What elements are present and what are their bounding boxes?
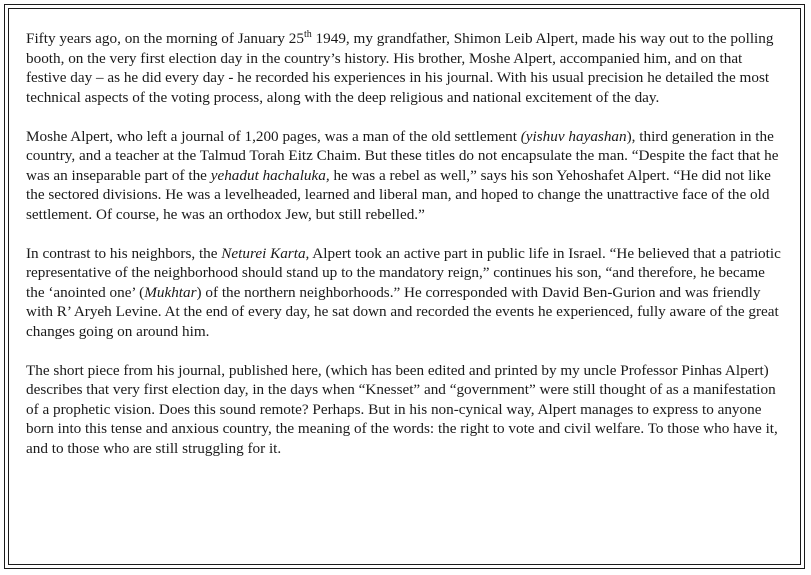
- p3-text-b: Alpert took an active part in public life in Israel. “He believed that a patriotic representative of the neighborhood should stand up to the mandatory reign,” continues his son, “and therefore, he became the ‘anointed one’ (: [26, 244, 781, 301]
- p1-superscript: th: [303, 28, 312, 40]
- paragraph-4: [26, 361, 786, 459]
- p3-text-c: ) of the northern neighborhoods.” He corresponded with David Ben-Gurion and was friendly with R’ Aryeh Levine. At the end of every day, he sat down and recorded the events he experienced, fully aware of the great changes going on around him.: [26, 283, 779, 340]
- p1-text-a: Fifty years ago, on the morning of January 25: [26, 30, 304, 47]
- p3-italic-2: Mukhtar: [144, 283, 197, 301]
- p2-italic-2: yehadut hachaluka,: [210, 166, 330, 184]
- paragraph-2: [26, 127, 786, 225]
- p3-italic-1: Neturei Karta,: [221, 244, 310, 262]
- p2-text-b: ), third generation in the country, and a teacher at the Talmud Torah Eitz Chaim. But these titles do not encapsulate the man. “Despite the fact that he was an inseparable part of the: [26, 127, 779, 184]
- p3-text-a: In contrast to his neighbors, the: [26, 244, 222, 262]
- p1-text-b: 1949, my grandfather, Shimon Leib Alpert, made his way out to the polling booth, on the very first election day in the country’s history. His brother, Moshe Alpert, accompanied him, and on that festive day – as he did every day - he recorded his experiences in his journal. With his usual precision he detailed the most technical aspects of the voting process, along with the deep religious and national excitement of the day.: [26, 30, 774, 106]
- paragraph-3: [26, 244, 786, 342]
- paragraph-1: [26, 29, 786, 107]
- p2-italic-1: (yishuv hayashan: [520, 127, 627, 145]
- p2-text-c: he was a rebel as well,” says his son Yehoshafet Alpert. “He did not like the sectored divisions. He was a levelheaded, learned and liberal man, and hoped to change the unattractive face of the old settlement. Of course, he was an orthodox Jew, but still rebelled.”: [26, 166, 771, 223]
- p4-text-a: The short piece from his journal, published here, (which has been edited and printed by my uncle Professor Pinhas Alpert) describes that very first election day, in the days when “Knesset” and “government” were still thought of as a manifestation of a prophetic vision. Does this sound remote? Perhaps. But in his non-cynical way, Alpert manages to express to anyone born into this tense and anxious country, the meaning of the words: the right to vote and civil welfare. To those who have it, and to those who are still struggling for it.: [26, 361, 778, 457]
- document-body: [26, 29, 786, 478]
- p2-text-a: Moshe Alpert, who left a journal of 1,200 pages, was a man of the old settlement: [26, 127, 521, 145]
